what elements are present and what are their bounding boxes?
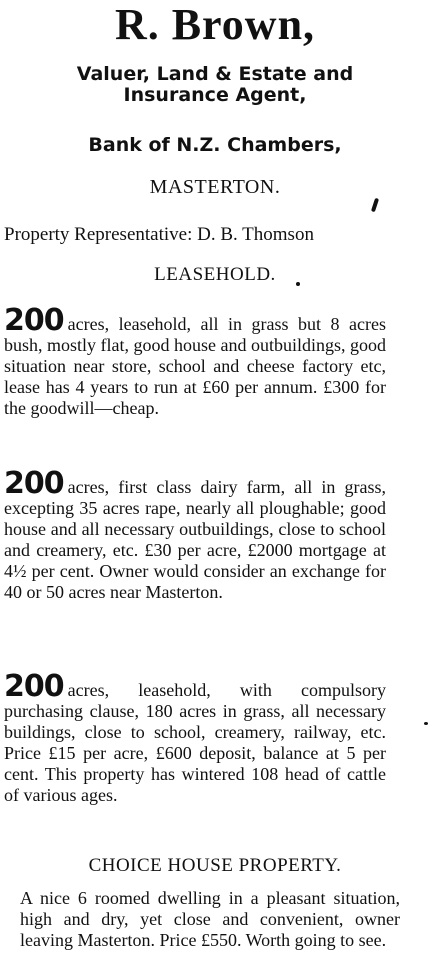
listing-description: acres, leasehold, with compulsory purchasing clause, 180 acres in grass, all necessary buildings, close to school, creamery, railway, etc. Price £15 per acre, £600 deposit, balance at 5 per cent. This property has wintered 108 head of cattle of various ages. [4,680,386,805]
ink-speck [424,722,428,725]
advertiser-role: Valuer, Land & Estate and Insurance Agent, [76,63,354,106]
listing-acreage: 200 [4,303,64,338]
listing-2 [4,466,386,603]
section-heading-choice-house: CHOICE HOUSE PROPERTY. [88,855,342,876]
property-representative: Property Representative: D. B. Thomson [4,224,314,245]
listing-description: acres, leasehold, all in grass but 8 acres bush, mostly flat, good house and outbuildings, good situation near store, school and cheese factory etc, lease has 4 years to run at £60 per annum. £300 for the goodwill—cheap. [4,314,386,418]
advertiser-name: R. Brown, [114,0,316,49]
ink-speck [296,282,300,286]
town-name: MASTERTON. [149,176,281,198]
house-listing: A nice 6 roomed dwelling in a pleasant situation, high and dry, yet close and convenient, owner leaving Masterton. Price £550. Worth going to see. [20,888,400,950]
listing-1 [4,303,386,419]
listing-acreage: 200 [4,669,64,704]
listing-3 [4,669,386,806]
section-heading-leasehold: LEASEHOLD. [154,264,276,285]
office-address: Bank of N.Z. Chambers, [88,134,342,156]
ink-speck [371,198,379,213]
listing-acreage: 200 [4,466,64,501]
listing-description: acres, first class dairy farm, all in grass, excepting 35 acres rape, nearly all ploughable; good house and all necessary outbuildings, close to school and creamery, etc. £30 per acre, £2000 mortgage at 4½ per cent. Owner would consider an exchange for 40 or 50 acres near Masterton. [4,477,386,602]
